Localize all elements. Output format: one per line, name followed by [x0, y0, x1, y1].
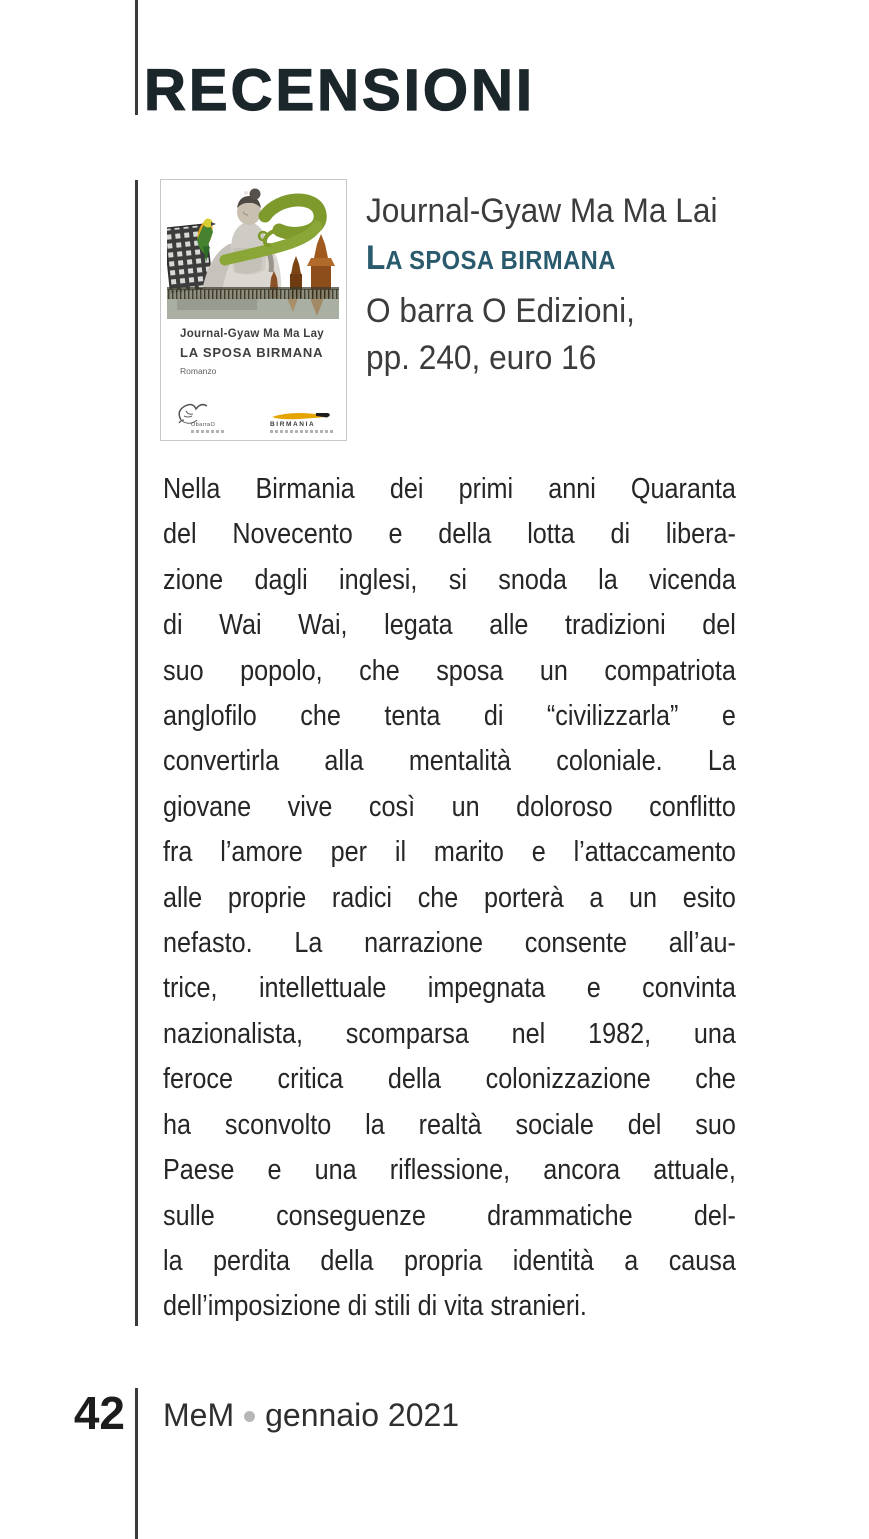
review-line: dell’imposizione di stili di vita stranieri.	[163, 1290, 587, 1323]
review-line: convertirla alla mentalità coloniale. La	[163, 745, 736, 778]
review-line: trice, intellettuale impegnata e convinta	[163, 972, 736, 1005]
book-pages-price: pp. 240, euro 16	[366, 339, 597, 377]
book-title	[366, 235, 738, 288]
series-logo-microtext	[270, 430, 334, 433]
cover-genre: Romanzo	[180, 366, 217, 376]
bullet-icon	[244, 1411, 255, 1422]
review-line: alle proprie radici che porterà a un esito	[163, 881, 736, 914]
cover-title: LA SPOSA BIRMANA	[180, 345, 324, 360]
cover-author: Journal-Gyaw Ma Ma Lay	[180, 328, 324, 340]
review-line: zione dagli inglesi, si snoda la vicenda	[163, 563, 736, 596]
book-info	[366, 188, 738, 382]
publisher-logo	[173, 400, 229, 433]
vertical-rule-footer	[135, 1388, 138, 1539]
review-line: Nella Birmania dei primi anni Quaranta	[163, 473, 736, 505]
series-logo-label: BIRMANIA	[270, 421, 316, 428]
review-text	[163, 467, 736, 1330]
book-author: Journal-Gyaw Ma Ma Lai	[366, 192, 718, 230]
review-line: la perdita della propria identità a causa	[163, 1244, 736, 1277]
series-logo	[270, 411, 334, 433]
vertical-rule-middle	[135, 180, 138, 1326]
book-title-rest: A SPOSA BIRMANA	[385, 247, 616, 275]
section-title: RECENSIONI	[144, 58, 535, 123]
vertical-rule-top	[135, 0, 138, 115]
review-line: suo popolo, che sposa un compatriota	[163, 654, 736, 687]
review-line: fra l’amore per il marito e l’attaccamento	[163, 836, 736, 869]
book-cover	[160, 179, 347, 441]
review-line: Paese e una riflessione, ancora attuale,	[163, 1154, 736, 1187]
review-line: feroce critica della colonizzazione che	[163, 1063, 736, 1096]
book-cover-art	[167, 186, 339, 319]
review-line: nefasto. La narrazione consente all’au-	[163, 927, 736, 960]
review-line: giovane vive così un doloroso conflitto	[163, 790, 736, 823]
review-line: sulle conseguenze drammatiche del-	[163, 1199, 736, 1232]
review-line: di Wai Wai, legata alle tradizioni del	[163, 609, 736, 642]
book-title-initial: L	[366, 239, 386, 277]
review-line: del Novecento e della lotta di libera-	[163, 518, 736, 551]
publisher-logo-microtext	[191, 430, 225, 433]
review-line: anglofilo che tenta di “civilizzarla” e	[163, 700, 736, 733]
footer-issue	[163, 1398, 459, 1433]
magazine-name: MeM	[163, 1397, 235, 1433]
publisher-logo-label: ObarraO	[191, 422, 216, 428]
issue-date: gennaio 2021	[265, 1397, 460, 1433]
birmania-brush-icon	[270, 411, 332, 420]
review-line: nazionalista, scomparsa nel 1982, una	[163, 1017, 736, 1050]
page-number: 42	[73, 1387, 125, 1439]
review-line: ha sconvolto la realtà sociale del suo	[163, 1108, 736, 1141]
cover-logos	[167, 400, 340, 433]
book-publisher: O barra O Edizioni,	[366, 292, 635, 330]
